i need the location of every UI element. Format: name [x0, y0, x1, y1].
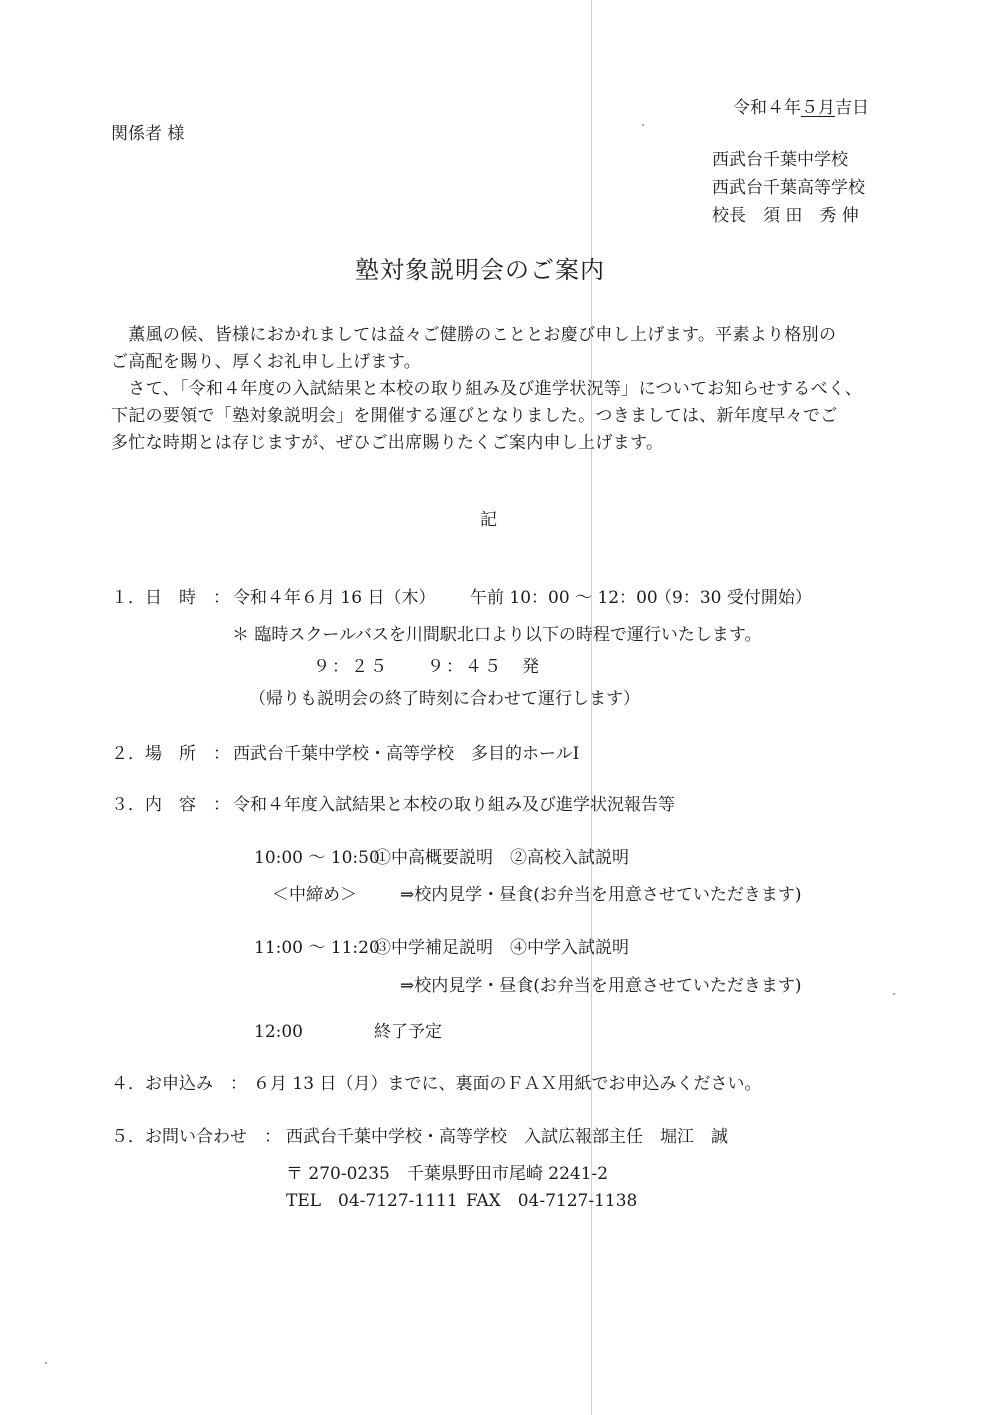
contact-postal-address: 〒 270-0235 千葉県野田市尾崎 2241-2 [286, 1164, 609, 1184]
intro-line-4: 下記の要領で「塾対象説明会」を開催する運びとなりました。つきましては、新年度早々でご [111, 406, 838, 426]
item-datetime-label: １．日 時 ： [111, 588, 230, 608]
item-datetime-time: 午前 10：00 ～ 12：00 [470, 588, 658, 608]
item-apply-value: ６月 13 日（月）までに、裏面のＦＡＸ用紙でお申込みください。 [253, 1074, 762, 1094]
date-prefix: 令和４年 [733, 98, 801, 118]
sender-junior-high: 西武台千葉中学校 [712, 150, 848, 170]
schedule-text-3: ③中学補足説明 ④中学入試説明 [374, 938, 629, 958]
schedule-time-2: ＜中締め＞ [272, 885, 357, 905]
recipient: 関係者 様 [111, 124, 185, 144]
item-datetime-reception: （9：30 受付開始） [655, 588, 812, 608]
document-title: 塾対象説明会のご案内 [355, 256, 605, 284]
bus-times: ９：２５ ９：４５ 発 [313, 657, 541, 677]
contact-fax: FAX 04-7127-1138 [466, 1191, 638, 1211]
item-content-label: ３．内 容 ： [111, 795, 230, 815]
date-month: ５月 [801, 98, 835, 118]
date-suffix: 吉日 [835, 98, 869, 118]
schedule-text-1: ①中高概要説明 ②高校入試説明 [374, 848, 629, 868]
schedule-text-4: ⇒校内見学・昼食(お弁当を用意させていただきます) [400, 976, 802, 996]
schedule-time-1: 10:00 ～ 10:50 [254, 848, 380, 868]
schedule-time-3: 11:00 ～ 11:20 [254, 938, 380, 958]
item-place-label: ２．場 所 ： [111, 744, 230, 764]
item-contact-label: ５．お問い合わせ ： [111, 1127, 281, 1147]
item-content-value: 令和４年度入試結果と本校の取り組み及び進学状況報告等 [233, 795, 675, 815]
scan-speck [642, 124, 644, 126]
schedule-text-5: 終了予定 [374, 1022, 442, 1042]
schedule-time-5: 12:00 [254, 1022, 303, 1042]
scan-speck [893, 993, 895, 995]
sender-principal: 校長 須 田 秀 伸 [712, 206, 859, 226]
item-contact-value: 西武台千葉中学校・高等学校 入試広報部主任 堀江 誠 [286, 1127, 728, 1147]
contact-tel: TEL 04-7127-1111 [286, 1191, 458, 1211]
intro-line-3: さて、「令和４年度の入試結果と本校の取り組み及び進学状況等」についてお知らせするべく、 [111, 379, 863, 399]
schedule-text-2: ⇒校内見学・昼食(お弁当を用意させていただきます) [400, 885, 802, 905]
intro-line-1: 薫風の候、皆様におかれましては益々ご健勝のこととお慶び申し上げます。平素より格別の [111, 325, 837, 345]
intro-line-5: 多忙な時期とは存じますが、ぜひご出席賜りたくご案内申し上げます。 [111, 433, 664, 453]
bus-note: ＊ 臨時スクールバスを川間駅北口より以下の時程で運行いたします。 [232, 625, 762, 645]
item-place-value: 西武台千葉中学校・高等学校 多目的ホールⅠ [233, 744, 580, 764]
ki-marker: 記 [480, 510, 497, 530]
intro-line-2: ご高配を賜り、厚くお礼申し上げます。 [111, 352, 422, 372]
return-note: （帰りも説明会の終了時刻に合わせて運行します） [249, 689, 640, 709]
item-apply-label: ４．お申込み ： [111, 1074, 247, 1094]
item-datetime-date: 令和４年６月 16 日（木） [233, 588, 436, 608]
scan-speck [45, 1362, 47, 1364]
sender-high-school: 西武台千葉高等学校 [712, 178, 865, 198]
issue-date [733, 98, 869, 118]
